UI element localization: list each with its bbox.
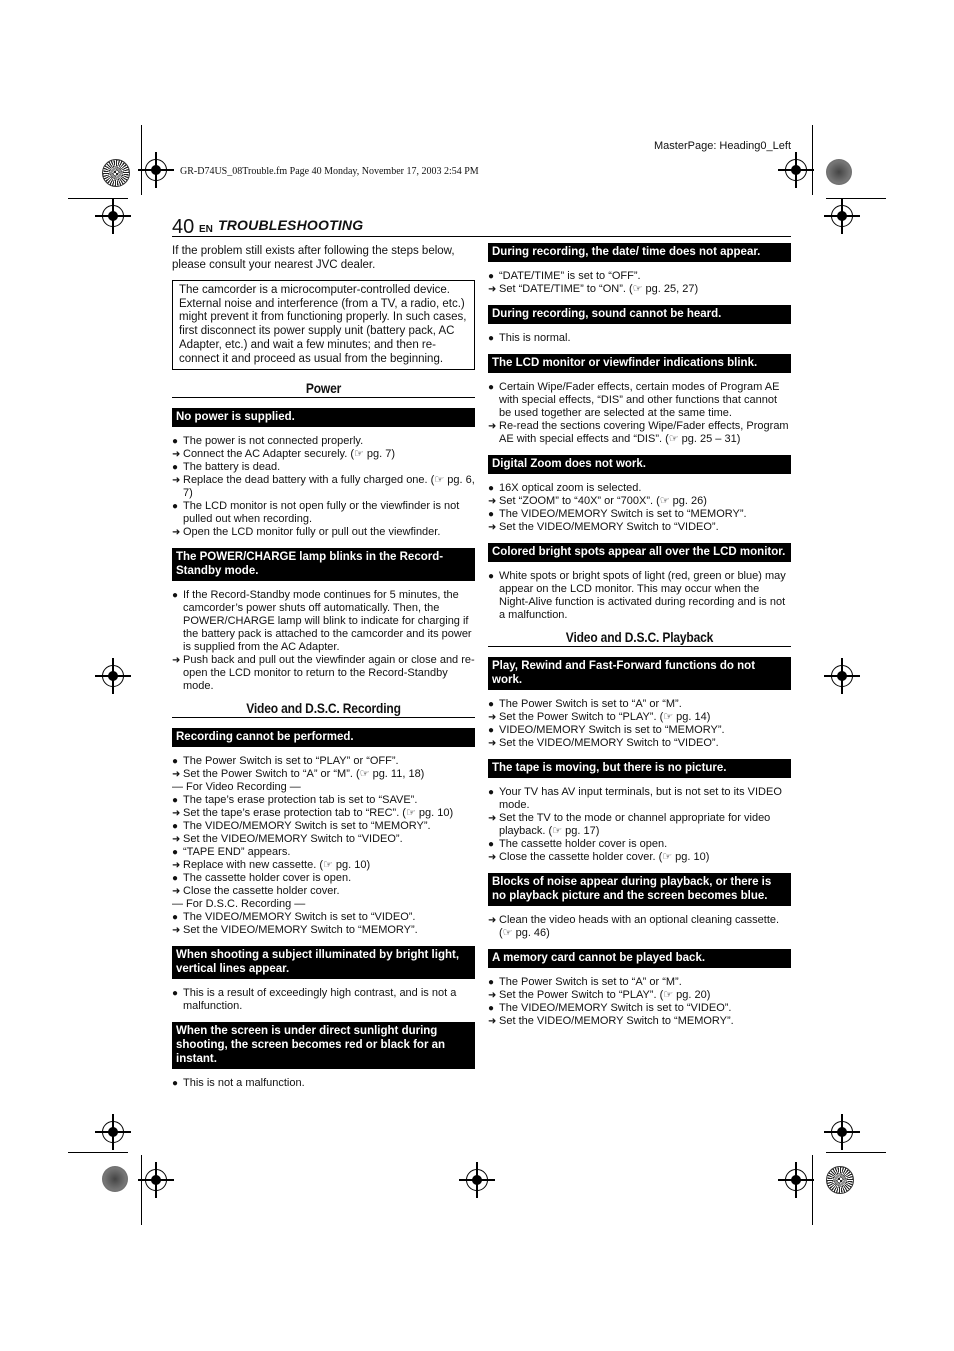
- registration-mark-icon: [466, 1169, 488, 1191]
- item-text: Connect the AC Adapter securely. (☞ pg. 7): [183, 448, 396, 461]
- list-item: [172, 872, 475, 885]
- registration-mark-icon: [831, 1121, 853, 1143]
- subheading: Digital Zoom does not work.: [488, 455, 791, 474]
- list-item: [172, 654, 475, 693]
- intro-text: If the problem still exists after following the steps below, please consult your nearest JVC dealer.: [172, 245, 455, 271]
- arrow-icon: ➜: [488, 421, 497, 432]
- registration-mark-icon: [785, 159, 807, 181]
- bullet-icon: ●: [172, 1078, 179, 1090]
- item-text: Set the VIDEO/MEMORY Switch to “VIDEO”.: [499, 521, 719, 533]
- item-text: Set “DATE/TIME” to “ON”. (☞ pg. 25, 27): [499, 283, 699, 295]
- bullet-icon: ●: [488, 977, 495, 988]
- arrow-icon: ➜: [488, 915, 497, 926]
- item-list: [172, 589, 475, 693]
- item-list: [172, 435, 475, 539]
- list-item: [172, 794, 475, 807]
- item-text: The tape’s erase protection tab is set to “SAVE”.: [183, 794, 418, 807]
- arrow-icon: ➜: [172, 769, 181, 781]
- left-column: [172, 243, 475, 1099]
- list-item: [172, 833, 475, 846]
- list-item: [488, 570, 791, 622]
- item-text: Set the VIDEO/MEMORY Switch to “MEMORY”.: [499, 1015, 734, 1027]
- item-text: Replace with new cassette. (☞ pg. 10): [183, 859, 371, 872]
- item-text: Set the Power Switch to “PLAY”. (☞ pg. 14): [499, 711, 711, 723]
- list-item: [172, 987, 475, 1013]
- bullet-icon: ●: [488, 787, 495, 798]
- registration-mark-icon: [831, 205, 853, 227]
- arrow-icon: ➜: [172, 860, 181, 872]
- list-item: [172, 924, 475, 937]
- section-title: Video and D.S.C. Recording: [246, 700, 401, 717]
- arrow-icon: ➜: [172, 449, 181, 461]
- list-item: [488, 989, 791, 1002]
- item-text: The VIDEO/MEMORY Switch is set to “VIDEO”.: [499, 1002, 732, 1014]
- bullet-icon: ●: [172, 501, 179, 513]
- section-rule: [172, 717, 475, 718]
- page-number: 40: [172, 216, 195, 238]
- item-text: The Power Switch is set to “A” or “M”.: [499, 976, 682, 988]
- item-list: [488, 914, 791, 940]
- item-text: Your TV has AV input terminals, but is not set to its VIDEO mode.: [499, 786, 782, 811]
- list-item: [488, 420, 791, 446]
- subheading: Play, Rewind and Fast-Forward functions do not work.: [488, 657, 791, 690]
- registration-mark-icon: [785, 1169, 807, 1191]
- master-page-label: MasterPage: Heading0_Left: [654, 140, 791, 152]
- arrow-icon: ➜: [172, 834, 181, 846]
- arrow-icon: ➜: [488, 990, 497, 1001]
- arrow-icon: ➜: [172, 527, 181, 539]
- list-item: [172, 846, 475, 859]
- crop-mark: [826, 1152, 886, 1153]
- item-list: [172, 755, 475, 937]
- item-text: Close the cassette holder cover. (☞ pg. 10): [499, 851, 710, 863]
- list-item: [488, 482, 791, 495]
- list-item: [172, 768, 475, 781]
- arrow-icon: ➜: [488, 522, 497, 533]
- subheading: Blocks of noise appear during playback, or there is no playback picture and the screen becomes blue.: [488, 873, 791, 906]
- item-text: “DATE/TIME” is set to “OFF”.: [499, 270, 641, 282]
- list-item: [488, 838, 791, 851]
- bullet-icon: ●: [172, 988, 179, 1000]
- item-list: [488, 698, 791, 750]
- page-title: TROUBLESHOOTING: [218, 217, 364, 233]
- list-item: [172, 435, 475, 448]
- item-list: [488, 976, 791, 1028]
- subheading: Recording cannot be performed.: [172, 728, 475, 747]
- list-item: [488, 332, 791, 345]
- item-text: Set the VIDEO/MEMORY Switch to “VIDEO”.: [183, 833, 403, 846]
- item-text: The VIDEO/MEMORY Switch is set to “MEMORY”.: [499, 508, 747, 520]
- registration-mark-icon: [102, 665, 124, 687]
- bullet-icon: ●: [488, 271, 495, 282]
- list-item: [488, 851, 791, 864]
- item-text: This is not a malfunction.: [183, 1077, 305, 1090]
- item-text: The Power Switch is set to “A” or “M”.: [499, 698, 682, 710]
- item-text: Set the Power Switch to “PLAY”. (☞ pg. 20): [499, 989, 711, 1001]
- right-column: [488, 243, 791, 1037]
- arrow-icon: ➜: [172, 655, 181, 667]
- item-text: Re-read the sections covering Wipe/Fader effects, Program AE with special effects and “DIS”. (☞ pg. 25 – 31): [499, 420, 789, 445]
- crop-mark: [141, 125, 142, 195]
- item-text: Set the VIDEO/MEMORY Switch to “VIDEO”.: [499, 737, 719, 749]
- bullet-icon: ●: [488, 839, 495, 850]
- item-text: White spots or bright spots of light (red, green or blue) may appear on the LCD monitor. This may occur when the Night-Alive function is activated during recording and is not a malfunction.: [499, 570, 786, 621]
- bullet-icon: ●: [488, 483, 495, 494]
- subheading: When the screen is under direct sunlight during shooting, the screen becomes red or black for an instant.: [172, 1022, 475, 1069]
- arrow-icon: ➜: [488, 712, 497, 723]
- page-header: [172, 216, 791, 237]
- item-text: The battery is dead.: [183, 461, 281, 474]
- list-item: [488, 1002, 791, 1015]
- subheading: The LCD monitor or viewfinder indications blink.: [488, 354, 791, 373]
- item-text: Certain Wipe/Fader effects, certain modes of Program AE with special effects, “DIS” and other functions that cannot be used together are selected at the same time.: [499, 381, 780, 419]
- list-item: [488, 914, 791, 940]
- list-item: [488, 812, 791, 838]
- crop-mark: [812, 125, 813, 195]
- list-item: [172, 500, 475, 526]
- item-text: — For D.S.C. Recording —: [172, 898, 306, 911]
- bullet-icon: ●: [488, 333, 495, 344]
- item-list: [488, 482, 791, 534]
- list-item: [172, 807, 475, 820]
- bullet-icon: ●: [488, 699, 495, 710]
- item-text: “TAPE END” appears.: [183, 846, 291, 859]
- section-title: Power: [305, 380, 342, 397]
- item-text: This is normal.: [499, 332, 571, 344]
- section-rule: [488, 646, 791, 647]
- item-text: VIDEO/MEMORY Switch is set to “MEMORY”.: [499, 724, 725, 736]
- bullet-icon: ●: [488, 382, 495, 393]
- item-text: Close the cassette holder cover.: [183, 885, 340, 898]
- arrow-icon: ➜: [172, 886, 181, 898]
- item-text: 16X optical zoom is selected.: [499, 482, 642, 494]
- bullet-icon: ●: [488, 571, 495, 582]
- item-text: Replace the dead battery with a fully charged one. (☞ pg. 6, 7): [183, 474, 475, 500]
- list-item: [172, 859, 475, 872]
- bullet-icon: ●: [172, 590, 179, 602]
- crop-mark: [68, 198, 128, 199]
- item-text: Set “ZOOM” to “40X” or “700X”. (☞ pg. 26): [499, 495, 707, 507]
- list-item: [488, 495, 791, 508]
- arrow-icon: ➜: [488, 738, 497, 749]
- registration-mark-icon: [102, 205, 124, 227]
- crop-mark: [812, 1155, 813, 1225]
- subheading: A memory card cannot be played back.: [488, 949, 791, 968]
- arrow-icon: ➜: [488, 284, 497, 295]
- item-list: [488, 270, 791, 296]
- list-item: [172, 911, 475, 924]
- item-text: The LCD monitor is not open fully or the viewfinder is not pulled out when recording.: [183, 500, 460, 526]
- list-item: [172, 898, 475, 911]
- item-text: The cassette holder cover is open.: [499, 838, 668, 850]
- list-item: [172, 526, 475, 539]
- language-label: EN: [199, 224, 213, 235]
- subheading: Colored bright spots appear all over the LCD monitor.: [488, 543, 791, 562]
- crop-mark: [826, 198, 886, 199]
- registration-mark-icon: [831, 665, 853, 687]
- item-text: The power is not connected properly.: [183, 435, 364, 448]
- arrow-icon: ➜: [488, 852, 497, 863]
- list-item: [172, 781, 475, 794]
- subheading: During recording, sound cannot be heard.: [488, 305, 791, 324]
- list-item: [488, 711, 791, 724]
- bullet-icon: ●: [172, 912, 179, 924]
- registration-mark-icon: [145, 159, 167, 181]
- item-list: [488, 786, 791, 864]
- item-list: [172, 1077, 475, 1090]
- color-target-icon: [102, 159, 130, 187]
- item-text: The VIDEO/MEMORY Switch is set to “MEMORY”.: [183, 820, 431, 833]
- arrow-icon: ➜: [488, 496, 497, 507]
- item-text: Push back and pull out the viewfinder again or close and re-open the LCD monitor to return to the Record-Standby mode.: [183, 654, 475, 693]
- item-list: [488, 381, 791, 446]
- list-item: [488, 786, 791, 812]
- list-item: [172, 461, 475, 474]
- item-list: [488, 332, 791, 345]
- list-item: [488, 698, 791, 711]
- item-list: [488, 570, 791, 622]
- item-text: If the Record-Standby mode continues for 5 minutes, the camcorder’s power shuts off automatically. Then, the POWER/CHARGE lamp will blink to indicate for charging if the battery pack is attached to the camcorder and its power is supplied from the AC Adapter.: [183, 589, 472, 654]
- bullet-icon: ●: [488, 725, 495, 736]
- arrow-icon: ➜: [488, 813, 497, 824]
- list-item: [488, 270, 791, 283]
- list-item: [488, 381, 791, 420]
- subheading: No power is supplied.: [172, 408, 475, 427]
- file-info: GR-D74US_08Trouble.fm Page 40 Monday, November 17, 2003 2:54 PM: [180, 166, 479, 177]
- section-title: Video and D.S.C. Playback: [565, 629, 714, 645]
- crop-mark: [141, 1155, 142, 1225]
- arrow-icon: ➜: [172, 808, 181, 820]
- gray-target-icon: [826, 159, 852, 185]
- bullet-icon: ●: [172, 795, 179, 807]
- list-item: [172, 589, 475, 654]
- list-item: [172, 1077, 475, 1090]
- item-text: The Power Switch is set to “PLAY” or “OFF”.: [183, 755, 399, 768]
- bullet-icon: ●: [488, 1003, 495, 1014]
- section-rule: [172, 397, 475, 398]
- bullet-icon: ●: [172, 436, 179, 448]
- bullet-icon: ●: [172, 821, 179, 833]
- crop-mark: [68, 1152, 128, 1153]
- bullet-icon: ●: [488, 509, 495, 520]
- list-item: [172, 474, 475, 500]
- item-text: The cassette holder cover is open.: [183, 872, 352, 885]
- notice-box: The camcorder is a microcomputer-controlled device. External noise and interference (from a TV, a radio, etc.) might prevent it from functioning properly. In such cases, first disconnect its power supply unit (battery pack, AC Adapter, etc.) and wait a few minutes; and then re-connect it and proceed as usual from the beginning.: [172, 280, 475, 370]
- list-item: [172, 885, 475, 898]
- item-text: This is a result of exceedingly high contrast, and is not a malfunction.: [183, 987, 457, 1013]
- arrow-icon: ➜: [172, 925, 181, 937]
- list-item: [488, 724, 791, 737]
- list-item: [172, 755, 475, 768]
- gray-target-icon: [102, 1166, 128, 1192]
- list-item: [172, 448, 475, 461]
- item-text: The VIDEO/MEMORY Switch is set to “VIDEO”.: [183, 911, 416, 924]
- item-text: — For Video Recording —: [172, 781, 301, 794]
- registration-mark-icon: [145, 1169, 167, 1191]
- item-text: Set the tape’s erase protection tab to “REC”. (☞ pg. 10): [183, 807, 454, 820]
- arrow-icon: ➜: [488, 1016, 497, 1027]
- registration-mark-icon: [102, 1121, 124, 1143]
- item-list: [172, 987, 475, 1013]
- list-item: [488, 283, 791, 296]
- subheading: The POWER/CHARGE lamp blinks in the Record-Standby mode.: [172, 548, 475, 581]
- list-item: [488, 1015, 791, 1028]
- list-item: [172, 820, 475, 833]
- list-item: [488, 737, 791, 750]
- item-text: Open the LCD monitor fully or pull out the viewfinder.: [183, 526, 441, 539]
- bullet-icon: ●: [172, 462, 179, 474]
- subheading: When shooting a subject illuminated by bright light, vertical lines appear.: [172, 946, 475, 979]
- list-item: [488, 508, 791, 521]
- list-item: [488, 976, 791, 989]
- item-text: Set the TV to the mode or channel appropriate for video playback. (☞ pg. 17): [499, 812, 771, 837]
- item-text: Set the VIDEO/MEMORY Switch to “MEMORY”.: [183, 924, 418, 937]
- bullet-icon: ●: [172, 756, 179, 768]
- subheading: During recording, the date/ time does not appear.: [488, 243, 791, 262]
- color-target-icon: [826, 1166, 854, 1194]
- item-text: Clean the video heads with an optional cleaning cassette. (☞ pg. 46): [499, 914, 780, 939]
- bullet-icon: ●: [172, 847, 179, 859]
- subheading: The tape is moving, but there is no picture.: [488, 759, 791, 778]
- list-item: [488, 521, 791, 534]
- arrow-icon: ➜: [172, 475, 181, 487]
- item-text: Set the Power Switch to “A” or “M”. (☞ pg. 11, 18): [183, 768, 425, 781]
- bullet-icon: ●: [172, 873, 179, 885]
